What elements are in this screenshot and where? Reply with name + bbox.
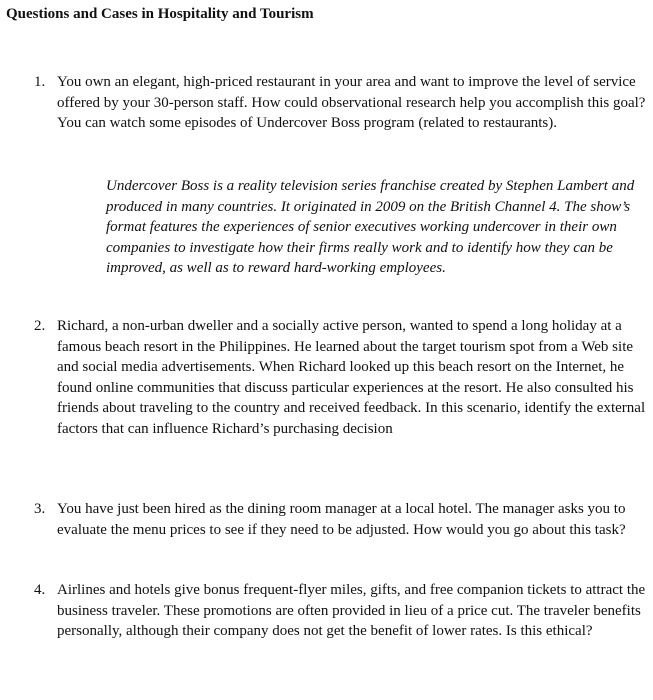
question-text: You have just been hired as the dining room manager at a local hotel. The manager asks you to evaluate the menu prices to see if they need to be adjusted. How would you go about this task? (57, 501, 626, 538)
undercover-boss-quote: Undercover Boss is a reality television series franchise created by Stephen Lambert and produced in many countries. It originated in 2009 on the British Channel 4. The show’s format features the experiences of senior executives working undercover in their own companies to investigate how their firms really work and to identify how they can be improved, as well as to reward hard-working employees. (106, 178, 635, 276)
question-text: You own an elegant, high-priced restaurant in your area and want to improve the level of service offered by your 30-person staff. How could observational research help you accomplish this goal? You can watch some episodes of Undercover Boss program (related to restaurants). (57, 74, 646, 131)
question-number: 2. (34, 318, 46, 334)
question-number: 1. (34, 74, 46, 90)
page-title: Questions and Cases in Hospitality and Tourism (6, 6, 314, 22)
question-number: 3. (34, 501, 46, 517)
question-text: Richard, a non-urban dweller and a socially active person, wanted to spend a long holiday at a famous beach resort in the Philippines. He learned about the target tourism spot from a Web site and social media advertisements. When Richard looked up this beach resort on the Internet, he found online communities that discuss particular experiences at the resort. He also consulted his friends about traveling to the country and received feedback. In this scenario, identify the external factors that can influence Richard’s purchasing decision (57, 318, 646, 437)
question-number: 4. (34, 582, 46, 598)
question-text: Airlines and hotels give bonus frequent-flyer miles, gifts, and free companion tickets to attract the business traveler. These promotions are often provided in lieu of a price cut. The traveler benefits personally, although their company does not get the benefit of lower rates. Is this ethical? (57, 582, 646, 639)
